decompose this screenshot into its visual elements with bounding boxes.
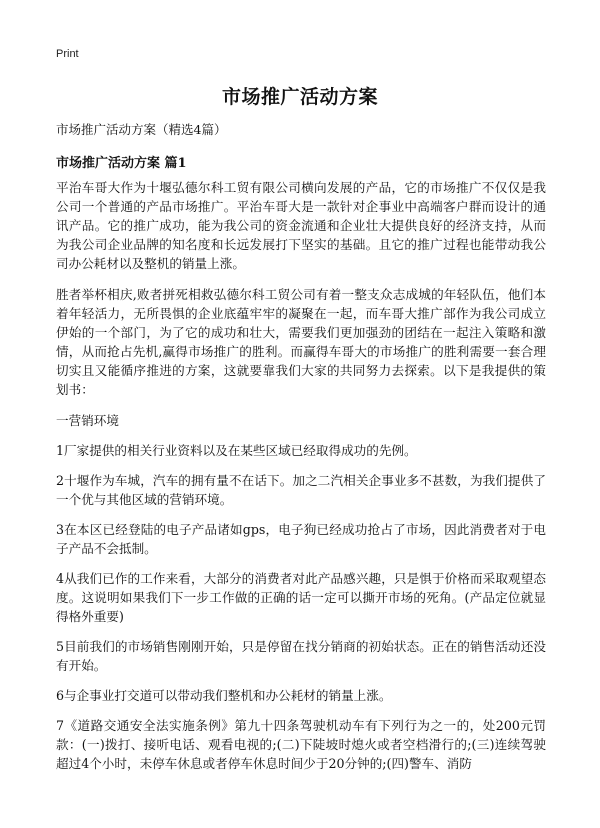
paragraph-point-6: 6与企事业打交道可以带动我们整机和办公耗材的销量上涨。 bbox=[56, 688, 392, 703]
paragraph-point-3: 3在本区已经登陆的电子产品诸如gps，电子狗已经成功抢占了市场，因此消费者对于电子产品不会抵制。 bbox=[56, 522, 546, 556]
print-link[interactable]: Print bbox=[56, 48, 79, 60]
document-body bbox=[56, 178, 546, 785]
paragraph-point-4: 4从我们已作的工作来看，大部分的消费者对此产品感兴趣，只是惧于价格而采取观望态度。这说明如果我们下一步工作做的正确的话一定可以撕开市场的死角。(产品定位就显得格外重要) bbox=[56, 571, 546, 624]
paragraph-marketing-environment-heading: 一营销环境 bbox=[56, 413, 119, 428]
paragraph-team: 胜者举杯相庆,败者拼死相救弘德尔科工贸公司有着一整支众志成城的年轻队伍，他们本着年轻活力，无所畏惧的企业底蕴牢牢的凝聚在一起，而车哥大推广部作为我公司成立伊始的一个部门，为了它的成功和壮大，需要我们更加强劲的团结在一起注入策略和激情，从而抢占先机,赢得市场推广的胜利。而赢得车哥大的市场推广的胜利需要一套合理切实且又能循序推进的方案，这就要靠我们大家的共同努力去探索。以下是我提供的策划书： bbox=[56, 287, 546, 397]
page-title: 市场推广活动方案 bbox=[221, 86, 378, 108]
paragraph-point-1: 1厂家提供的相关行业资料以及在某些区域已经取得成功的先例。 bbox=[56, 443, 417, 458]
paragraph-intro: 平治车哥大作为十堰弘德尔科工贸有限公司横向发展的产品，它的市场推广不仅仅是我公司一个普通的产品市场推广。平治车哥大是一款针对企事业中高端客户群而设计的通讯产品。它的推广成功，能为我公司的资金流通和企业壮大提供良好的经济支持，从而为我公司企业品牌的知名度和长远发展打下坚实的基础。且它的推广过程也能带动我公司办公耗材以及整机的销量上涨。 bbox=[56, 180, 546, 271]
document-subtitle: 市场推广活动方案（精选4篇） bbox=[56, 122, 227, 137]
section-heading: 市场推广活动方案 篇1 bbox=[56, 156, 187, 171]
paragraph-point-5: 5目前我们的市场销售刚刚开始，只是停留在找分销商的初始状态。正在的销售活动还没有开始。 bbox=[56, 639, 546, 673]
paragraph-point-7: 7《道路交通安全法实施条例》第九十四条驾驶机动车有下列行为之一的，处200元罚款：(一)拨打、接听电话、观看电视的;(二)下陡坡时熄火或者空档滑行的;(三)连续驾驶超过4个小时，未停车休息或者停车休息时间少于20分钟的;(四)警车、消防 bbox=[56, 718, 546, 771]
paragraph-point-2: 2十堰作为车城，汽车的拥有量不在话下。加之二汽相关企事业多不甚数，为我们提供了一个优与其他区域的营销环境。 bbox=[56, 473, 546, 507]
